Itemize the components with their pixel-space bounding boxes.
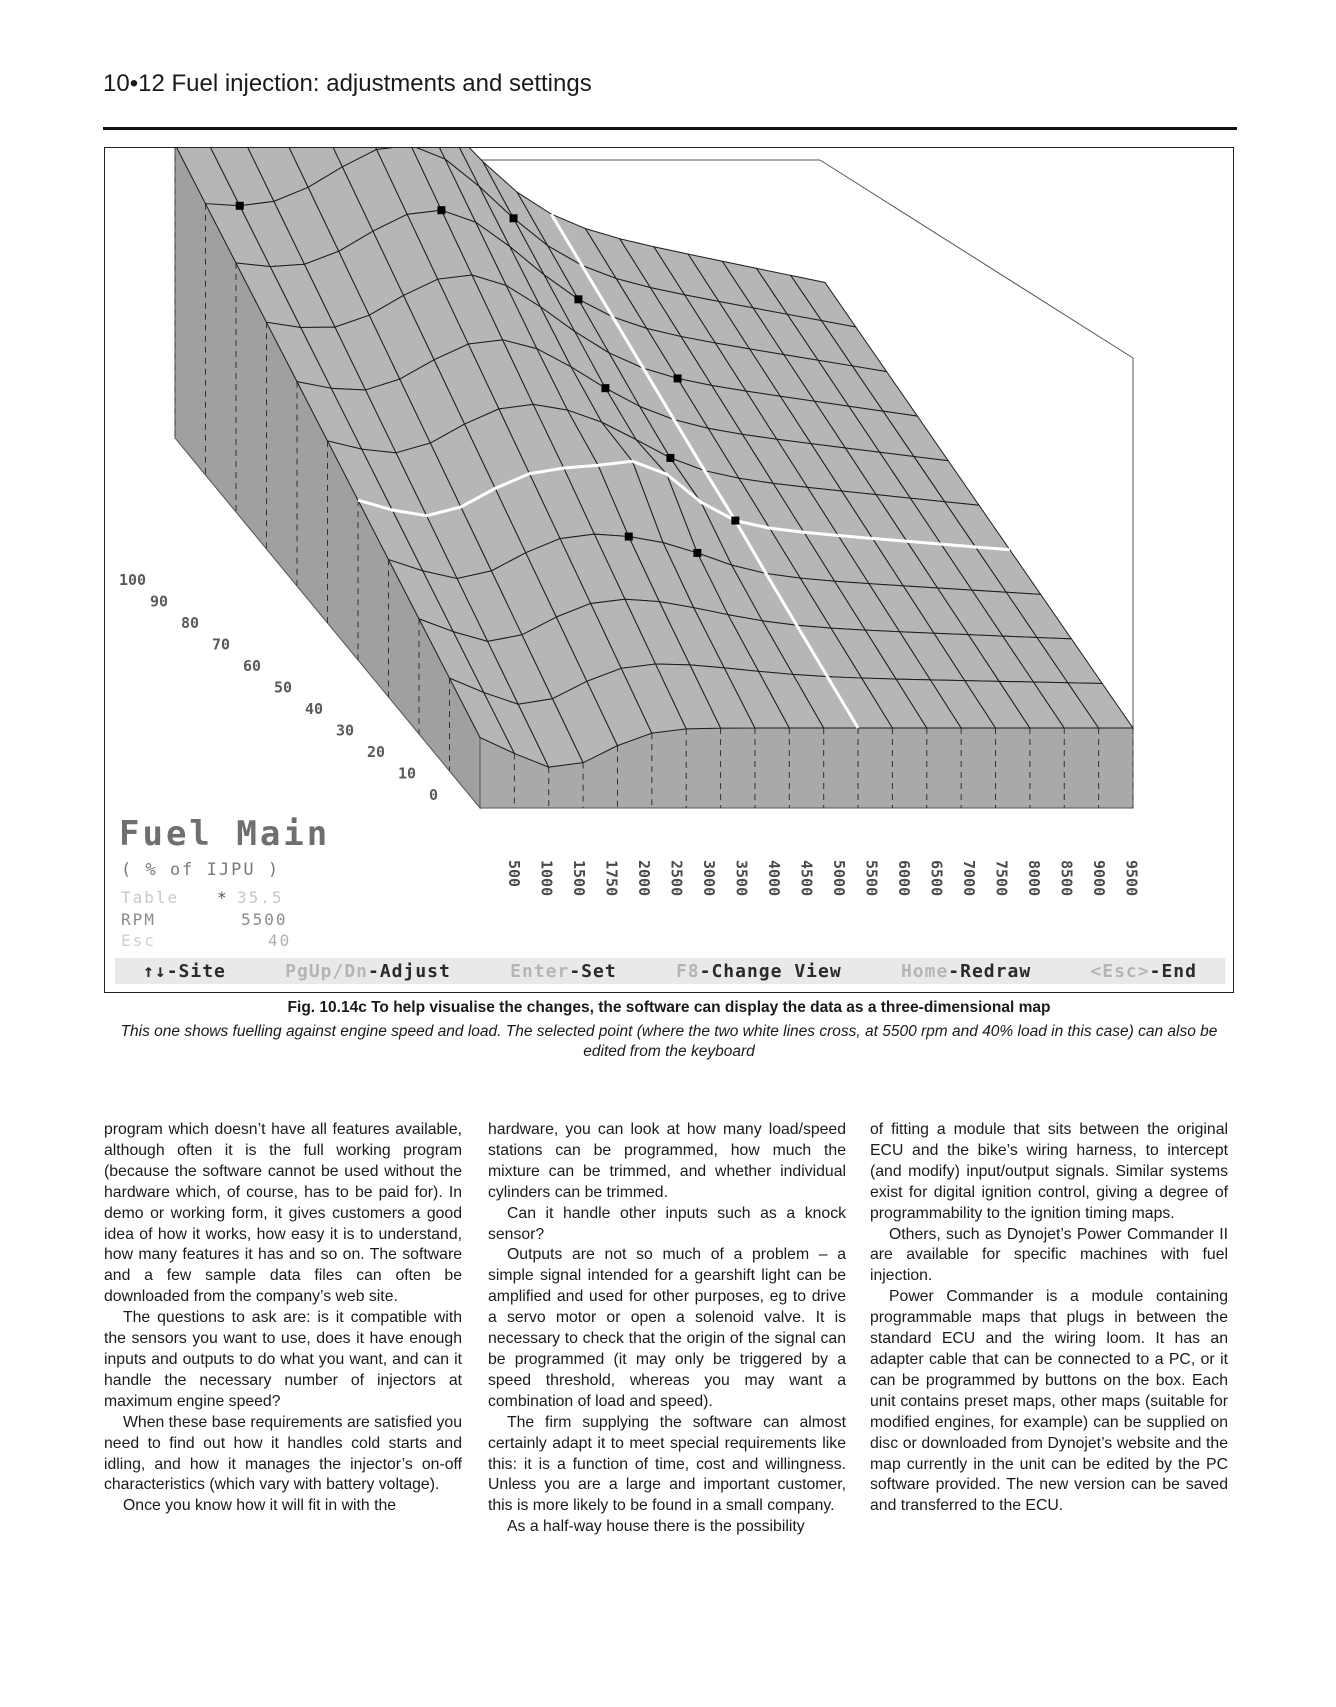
table-label: Table	[121, 888, 180, 907]
paragraph: As a half-way house there is the possibility	[507, 1518, 805, 1536]
rpm-tick-label: 7500	[992, 860, 1011, 897]
cmd-site-action: -Site	[166, 960, 226, 982]
rpm-tick-label: 6000	[895, 860, 913, 897]
cmd-change-view-action: -Change View	[699, 960, 842, 982]
rpm-tick-label: 4500	[797, 860, 816, 897]
cmd-site-key: ↑↓	[143, 960, 167, 982]
load-tick-label: 60	[243, 657, 262, 675]
rpm-tick-label: 2500	[667, 860, 686, 897]
rpm-tick-label: 4000	[765, 860, 783, 897]
rpm-tick-label: 1750	[602, 860, 621, 897]
rpm-tick-label: 3500	[732, 860, 751, 897]
load-tick-label: 20	[367, 743, 386, 761]
table-value: 35.5	[237, 888, 284, 907]
rpm-tick-label: 9500	[1122, 860, 1141, 897]
rpm-tick-label: 2000	[635, 860, 653, 897]
cmd-redraw-action: -Redraw	[948, 960, 1032, 982]
cmd-change-view[interactable]	[676, 961, 842, 982]
esc-value: 40	[268, 931, 292, 950]
cmd-adjust-action: -Adjust	[368, 960, 451, 982]
command-bar	[115, 958, 1225, 984]
paragraph: Outputs are not so much of a problem – a simple signal intended for a gearshift light can be amplified and used for other purposes, eg to drive a servo motor or open a solenoid valve. It is necessary to check that the origin of the signal can be programmed (it may only be triggered by a speed threshold, whereas you may want a combination of load and speed).	[488, 1246, 846, 1410]
rpm-value: 5500	[241, 910, 288, 929]
cmd-adjust[interactable]	[285, 961, 451, 982]
figure-caption-title: Fig. 10.14c To help visualise the changes, the software can display the data as a three-dimensional map	[287, 999, 1051, 1016]
paragraph: The firm supplying the software can almost certainly adapt it to meet special requirements like this: it is a function of time, cost and willingness. Unless you are a large and important customer, this is more likely to be found in a small company.	[488, 1413, 846, 1515]
paragraph: When these base requirements are satisfied you need to find out how it handles cold starts and idling, and how it manages the injector’s on-off characteristics (which vary with battery voltage).	[104, 1413, 462, 1494]
page-header	[103, 70, 1233, 98]
rpm-tick-label: 500	[505, 860, 523, 888]
figure-screenshot	[104, 147, 1234, 993]
paragraph: Power Commander is a module containing programmable maps that plugs in between the standard ECU and the wiring loom. It has an adapter cable that can be connected to a PC, or it can be programmed by buttons on the box. Each unit contains preset maps, other maps (suitable for modified engines, for example) can be supplied on disc or downloaded from Dynojet’s website and the map currently in the unit can be edited by the PC software provided. The new version can be saved and transferred to the ECU.	[870, 1288, 1228, 1515]
body-column-1	[104, 1120, 462, 1517]
rpm-tick-label: 7000	[960, 860, 978, 897]
rpm-label: RPM	[121, 910, 156, 929]
map-title: Fuel Main	[119, 814, 331, 854]
cmd-set-action: -Set	[569, 960, 617, 982]
load-tick-label: 30	[336, 721, 355, 740]
cmd-end-action: -End	[1149, 960, 1197, 982]
cmd-set[interactable]	[510, 961, 617, 982]
rpm-tick-label: 9000	[1090, 860, 1108, 897]
rpm-tick-label: 3000	[700, 860, 718, 897]
cmd-end-key: <Esc>	[1090, 960, 1150, 982]
cmd-redraw-key: Home	[900, 960, 949, 982]
load-tick-label: 10	[398, 764, 417, 783]
paragraph: program which doesn’t have all features available, although often it is the full working program (because the software cannot be used without the hardware which, of course, has to be paid for). In demo or working form, it gives customers a good idea of how it works, how easy it is to understand, how many features it has and so on. The software and a few sample data files can often be downloaded from the company’s web site.	[104, 1121, 462, 1306]
table-star: *	[217, 888, 229, 907]
rpm-tick-label: 1000	[537, 860, 556, 897]
rpm-tick-label: 5000	[830, 860, 848, 897]
load-tick-label: 100	[119, 571, 147, 589]
figure-caption-text: This one shows fuelling against engine speed and load. The selected point (where the two white lines cross, at 5500 rpm and 40% load in this case) can also be edited from the keyboard	[120, 1023, 1218, 1060]
cmd-adjust-key: PgUp/Dn	[285, 960, 368, 982]
body-column-3	[870, 1120, 1228, 1517]
rpm-tick-label: 8500	[1057, 860, 1076, 897]
load-tick-label: 90	[150, 592, 169, 611]
paragraph: Once you know how it will fit in with the	[123, 1497, 397, 1515]
rpm-tick-label: 5500	[862, 860, 881, 897]
paragraph: Can it handle other inputs such as a knock sensor?	[488, 1204, 846, 1243]
page-number: 10•12	[103, 70, 165, 97]
cmd-site[interactable]	[143, 961, 226, 982]
cmd-change-view-key: F8	[675, 960, 700, 982]
cmd-end[interactable]	[1090, 961, 1197, 982]
paragraph: The questions to ask are: is it compatible with the sensors you want to use, does it have enough inputs and outputs to do what you want, and can it handle the necessary number of injectors at maximum engine speed?	[104, 1309, 462, 1410]
paragraph: Others, such as Dynojet’s Power Commander II are available for specific machines with fuel injection.	[870, 1225, 1228, 1285]
rpm-tick-label: 8000	[1025, 860, 1043, 897]
load-tick-label: 0	[429, 786, 439, 804]
paragraph: of fitting a module that sits between the original ECU and the bike’s wiring harness, to intercept (and modify) input/output signals. Similar systems exist for digital ignition control, giving a degree of programmability to the ignition timing maps.	[870, 1121, 1228, 1222]
section-title: Fuel injection: adjustments and settings	[171, 70, 592, 97]
cmd-set-key: Enter	[510, 960, 570, 982]
load-tick-label: 80	[181, 614, 200, 632]
rpm-tick-label: 1500	[570, 860, 588, 897]
cmd-redraw[interactable]	[901, 961, 1031, 982]
rpm-tick-label: 6500	[927, 860, 946, 897]
esc-label: Esc	[121, 931, 156, 950]
header-rule	[103, 127, 1237, 130]
paragraph: hardware, you can look at how many load/speed stations can be programmed, how much the mixture can be trimmed, and whether individual cylinders can be trimmed.	[488, 1121, 846, 1201]
load-tick-label: 40	[305, 700, 324, 718]
body-column-2	[488, 1120, 846, 1538]
map-units: ( % of IJPU )	[121, 860, 281, 880]
load-tick-label: 50	[274, 678, 293, 697]
load-tick-label: 70	[212, 635, 231, 654]
